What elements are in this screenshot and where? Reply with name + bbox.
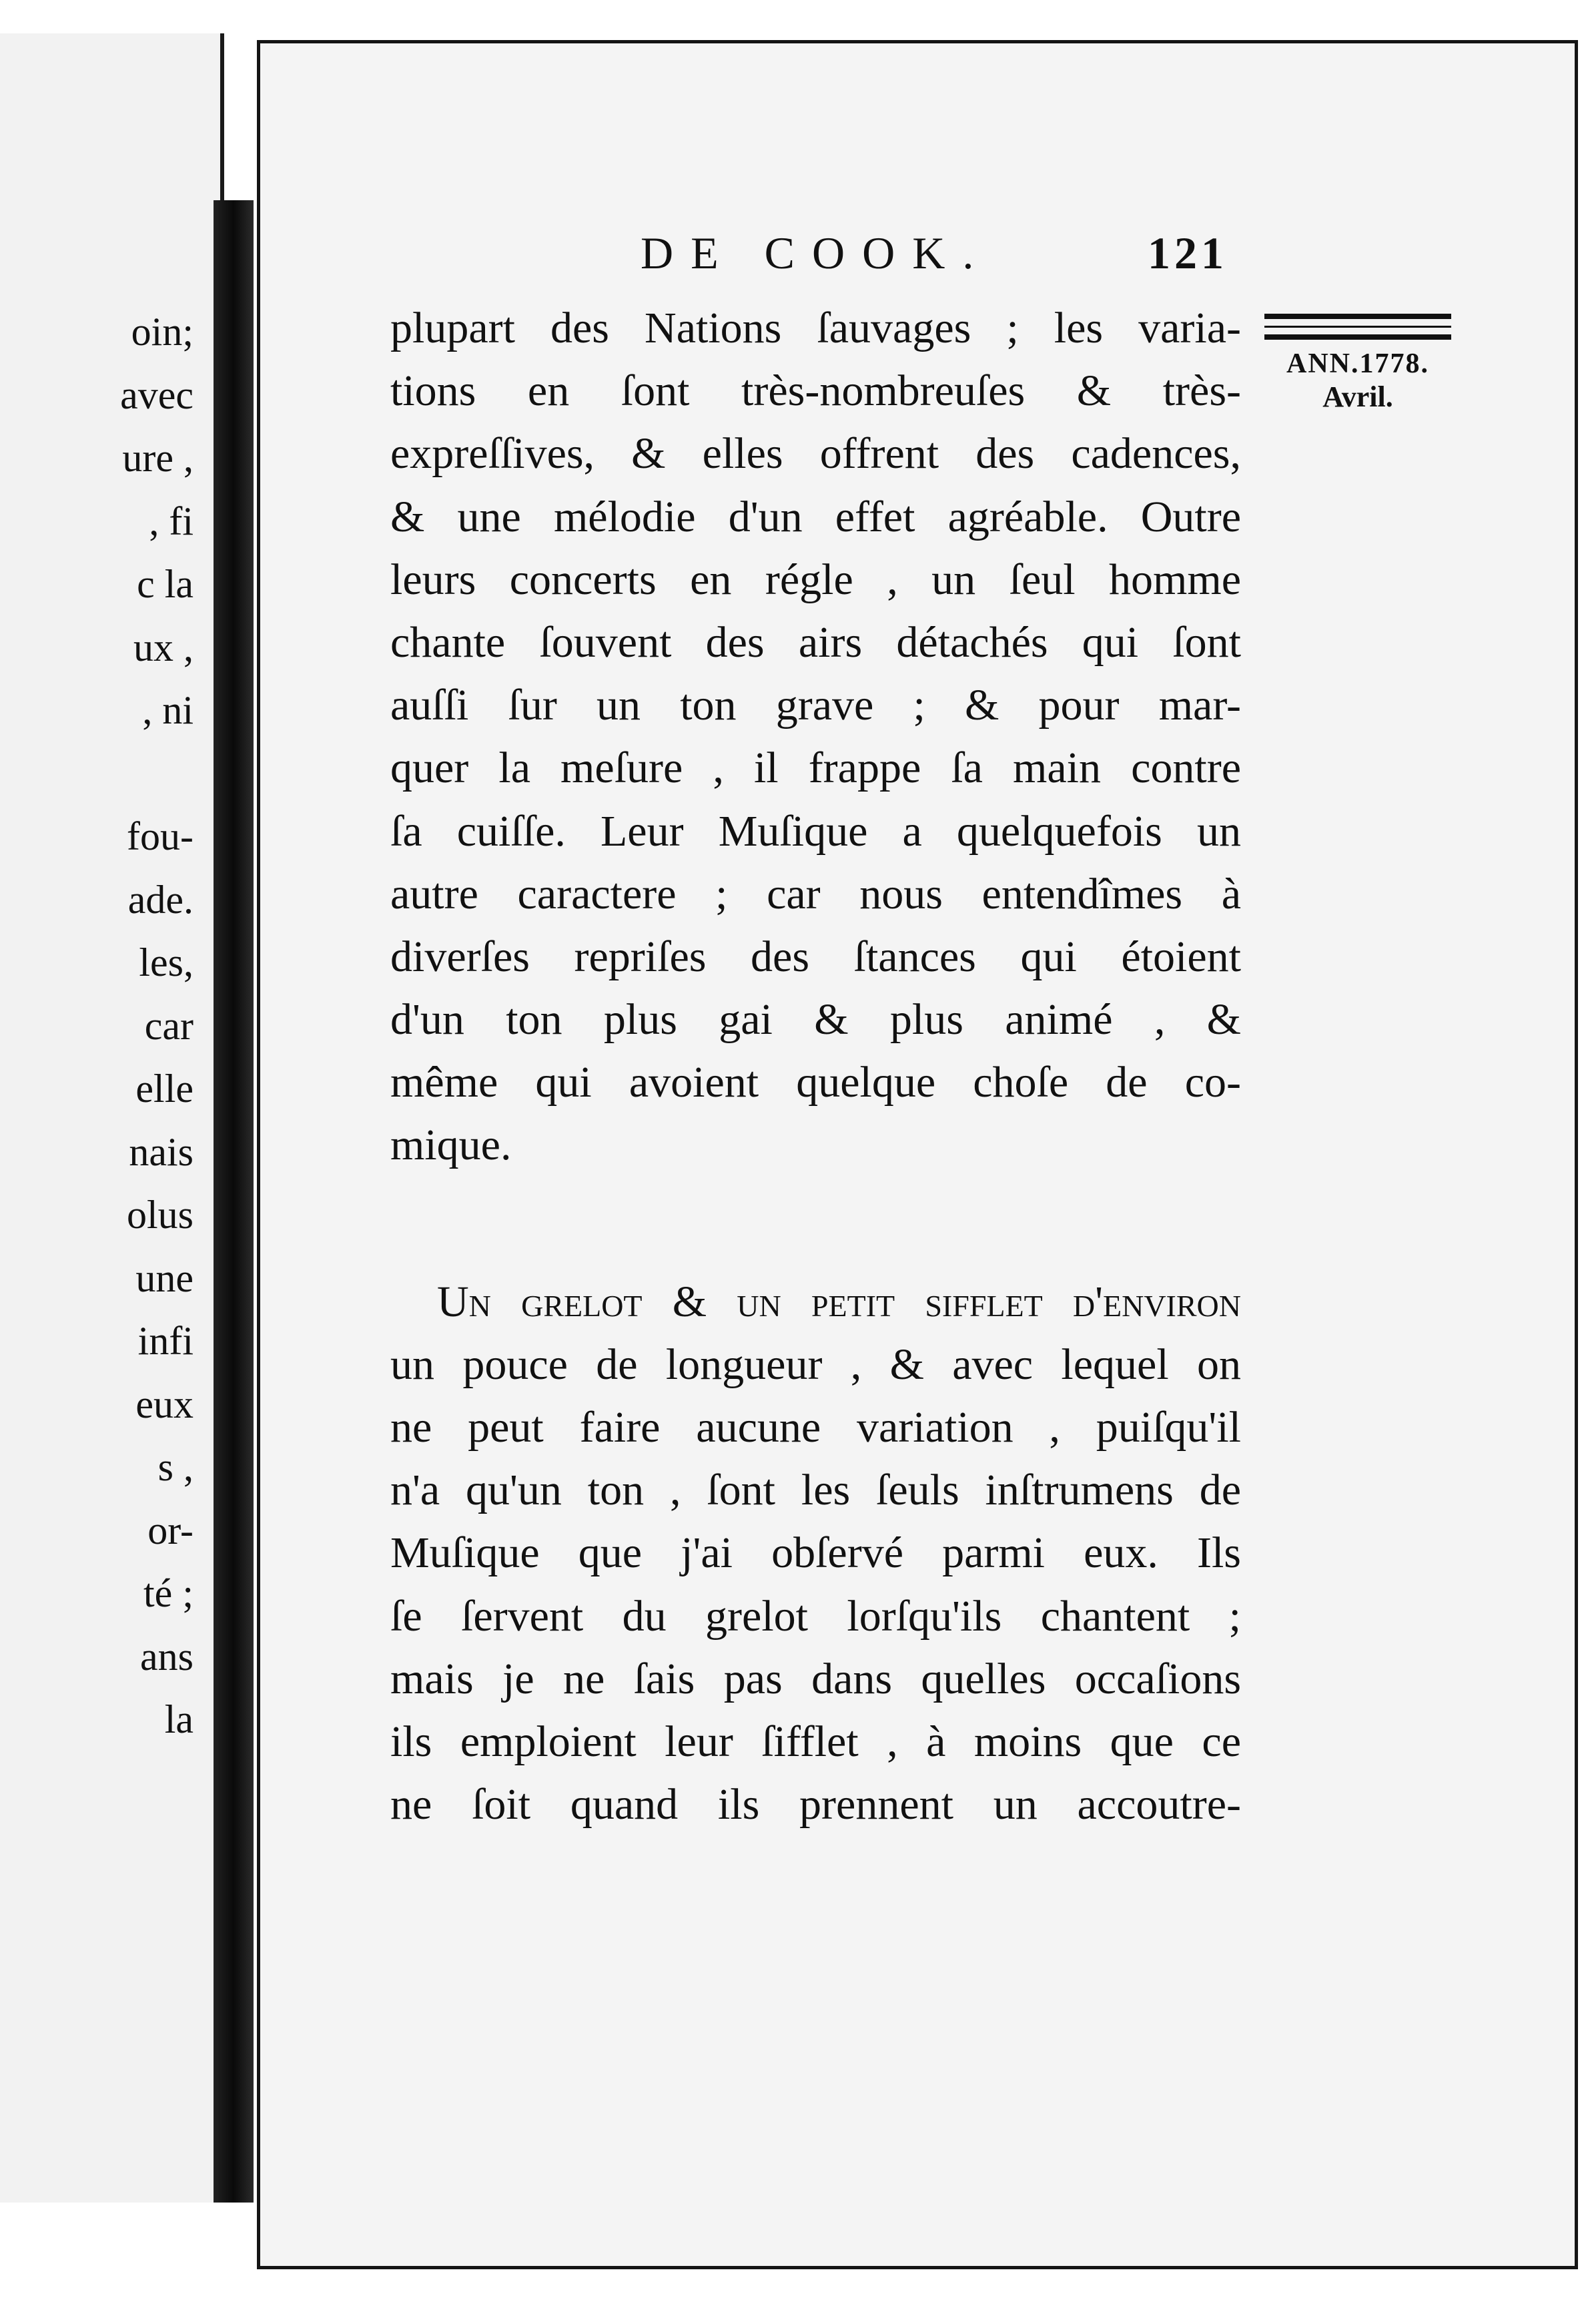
margin-year: ANN.1778. xyxy=(1286,348,1429,379)
text-line: quer la meſure , il frappe ſa main contre xyxy=(390,744,1241,793)
previous-page-line xyxy=(0,742,220,806)
margin-rule xyxy=(1264,334,1451,340)
text-line: même qui avoient quelque choſe de co- xyxy=(390,1058,1241,1107)
previous-page-line: ure , xyxy=(122,436,193,480)
previous-page-line: ux , xyxy=(133,625,193,669)
body-text xyxy=(390,297,1241,1836)
previous-page-line: c la xyxy=(137,562,193,606)
text-line: chante ſouvent des airs détachés qui ſont xyxy=(390,617,1241,667)
previous-page-text xyxy=(0,300,220,1751)
text-line: un pouce de longueur , & avec lequel on xyxy=(390,1340,1241,1389)
previous-page-line: avec xyxy=(120,372,193,417)
text-line: autre caractere ; car nous entendîmes à xyxy=(390,869,1241,918)
previous-page-fragment xyxy=(0,33,224,2203)
text-line: mais je ne ſais pas dans quelles occaſions xyxy=(390,1654,1241,1703)
text-line: n'a qu'un ton , ſont les ſeuls inſtrumens de xyxy=(390,1466,1241,1515)
previous-page-line: nais xyxy=(129,1129,193,1174)
previous-page-line: , fi xyxy=(149,499,193,543)
paragraph-1 xyxy=(390,297,1241,1177)
previous-page-line: oin; xyxy=(131,310,193,354)
text-line: expreſſives, & elles offrent des cadences, xyxy=(390,429,1241,479)
previous-page-line: fou- xyxy=(127,814,193,858)
previous-page-line: olus xyxy=(126,1193,193,1237)
text-line: ſa cuiſſe. Leur Muſique a quelquefois un xyxy=(390,806,1241,856)
text-line: diverſes repriſes des ſtances qui étoient xyxy=(390,932,1241,981)
text-line: ils emploient leur ſifflet , à moins que ce xyxy=(390,1717,1241,1766)
text-line: leurs concerts en régle , un ſeul homme xyxy=(390,555,1241,604)
text-line: d'un ton plus gai & plus animé , & xyxy=(390,995,1241,1045)
paragraph-2 xyxy=(390,1271,1241,1837)
text-line: Muſique que j'ai obſervé parmi eux. Ils xyxy=(390,1528,1241,1578)
text-line: plupart des Nations ſauvages ; les varia- xyxy=(390,304,1241,352)
margin-rule xyxy=(1264,314,1451,319)
page-header xyxy=(641,227,1281,300)
previous-page-line: une xyxy=(135,1255,193,1300)
page-number: 121 xyxy=(1148,228,1228,278)
text-line: & une mélodie d'un effet agréable. Outre xyxy=(390,492,1241,541)
text-line: ſe ſervent du grelot lorſqu'ils chantent ; xyxy=(390,1591,1241,1641)
previous-page-line: té ; xyxy=(143,1571,193,1615)
previous-page-line: les, xyxy=(139,940,193,984)
previous-page-line: s , xyxy=(157,1445,193,1489)
text-line: auſſi ſur un ton grave ; & pour mar- xyxy=(390,681,1241,730)
previous-page-line: or- xyxy=(147,1508,193,1552)
previous-page-line: elle xyxy=(135,1067,193,1111)
previous-page-line: , ni xyxy=(142,688,193,732)
text-line: tions en ſont très-nombreuſes & très- xyxy=(390,366,1241,416)
previous-page-line: car xyxy=(144,1003,193,1048)
previous-page-line: ade. xyxy=(127,877,193,922)
previous-page-line: ans xyxy=(140,1634,193,1679)
running-head: DE COOK. xyxy=(641,228,991,278)
previous-page-line: la xyxy=(164,1697,193,1741)
margin-note xyxy=(1264,314,1451,414)
margin-rule xyxy=(1264,326,1451,328)
text-line: mique. xyxy=(390,1121,512,1170)
book-spine-gutter xyxy=(214,200,254,2203)
margin-month: Avril. xyxy=(1322,380,1393,413)
text-line: Un grelot & un petit ſifflet d'environ xyxy=(437,1277,1241,1326)
text-line: ne peut faire aucune variation , puiſqu'il xyxy=(390,1403,1241,1452)
previous-page-line: infi xyxy=(137,1319,193,1363)
text-line: ne ſoit quand ils prennent un accoutre- xyxy=(390,1780,1241,1829)
previous-page-line: eux xyxy=(135,1382,193,1426)
